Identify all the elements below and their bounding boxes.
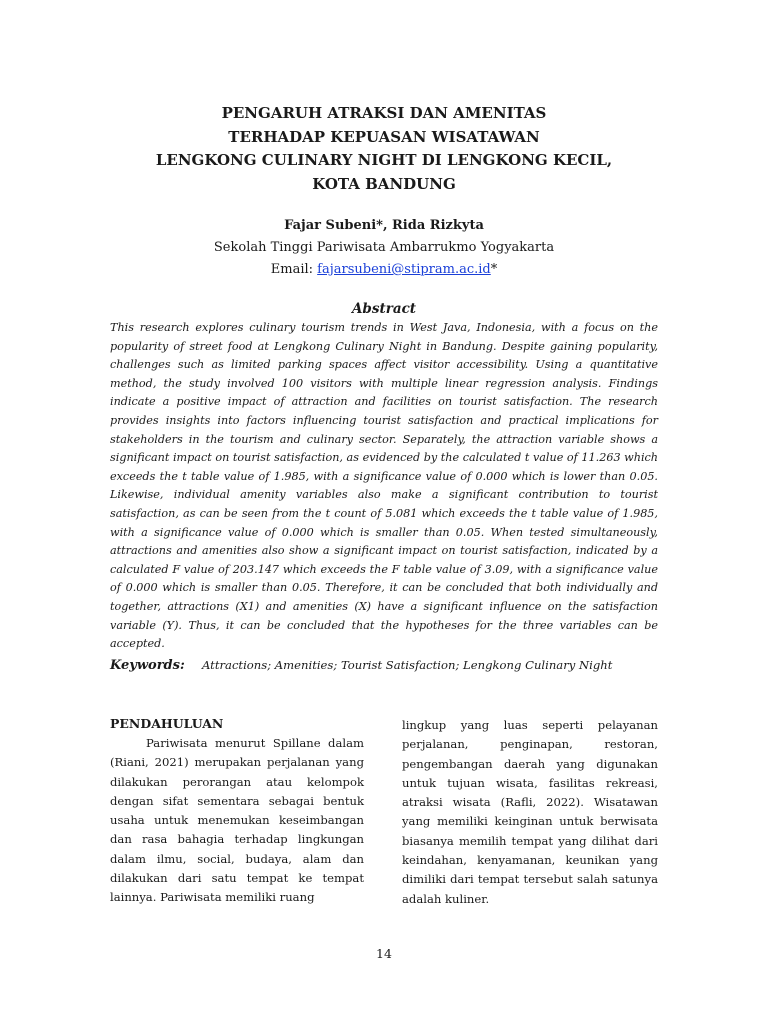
title-line-2: TERHADAP KEPUASAN WISATAWAN [228, 127, 540, 146]
right-column [402, 716, 658, 909]
email-suffix: * [490, 262, 498, 277]
keywords-text: Attractions; Amenities; Tourist Satisfaction; Lengkong Culinary Night [202, 658, 613, 672]
abstract-heading: Abstract [351, 301, 417, 317]
title-line-1: PENGARUH ATRAKSI DAN AMENITAS [221, 104, 547, 122]
title-line-4: KOTA BANDUNG [312, 174, 456, 193]
abstract-text: This research explores culinary tourism trends in West Java, Indonesia, with a focus on the popularity of street food at Lengkong Culinary Night in Bandung. Despite gaining popularity, challenges such as limited parking spaces affect visitor accessibility. Using a quantitative method, the study involved 100 visitors with multiple linear regression analysis. Findings indicate a positive impact of attraction and facilities on tourist satisfaction. The research provides insights into factors influencing tourist satisfaction and practical implications for stakeholders in the tourism and culinary sector. Separately, the attraction variable shows a significant impact on tourist satisfaction, as evidenced by the calculated t value of 11.263 which exceeds the t table value of 1.985, with a significance value of 0.000 which is lower than 0.05. Likewise, individual amenity variables also make a significant contribution to tourist satisfaction, as can be seen from the t count of 5.081 which exceeds the t table value of 1.985, with a significance value of 0.000 which is smaller than 0.05. When tested simultaneously, attractions and amenities also show a significant impact on tourist satisfaction, indicated by a calculated F value of 203.147 which exceeds the F table value of 3.09, with a significance value of 0.000 which is smaller than 0.05. Therefore, it can be concluded that both individually and together, attractions (X1) and amenities (X) have a significant influence on the satisfaction variable (Y). Thus, it can be concluded that the hypotheses for the three variables can be accepted. [110, 321, 658, 651]
email-line [60, 260, 708, 280]
keywords-line [110, 655, 670, 676]
page-number: 14 [376, 946, 392, 961]
email-label: Email: [270, 262, 318, 277]
email-link[interactable]: fajarsubeni@stipram.ac.id [317, 262, 491, 277]
affiliation: Sekolah Tinggi Pariwisata Ambarrukmo Yogyakarta [213, 240, 555, 255]
paper-title [60, 102, 708, 196]
keywords-label: Keywords: [110, 658, 185, 673]
intro-paragraph-right: lingkup yang luas seperti pelayanan perjalanan, penginapan, restoran, pengembangan daerah yang digunakan untuk tujuan wisata, fasilitas rekreasi, atraksi wisata (Rafli, 2022). Wisatawan yang memiliki keinginan untuk berwisata biasanya memilih tempat yang dilihat dari keindahan, kenyamanan, keunikan yang dimiliki dari tempat tersebut salah satunya adalah kuliner. [402, 718, 658, 906]
intro-paragraph-left: Pariwisata menurut Spillane dalam (Riani, 2021) merupakan perjalanan yang dilakukan perorangan atau kelompok dengan sifat sementara sebagai bentuk usaha untuk menemukan keseimbangan dan rasa bahagia terhadap lingkungan dalam ilmu, social, budaya, alam dan dilakukan dari satu tempat ke tempat lainnya. Pariwisata memiliki ruang [110, 736, 364, 905]
left-column [110, 714, 364, 908]
section-heading-pendahuluan: PENDAHULUAN [110, 716, 224, 731]
author-list: Fajar Subeni*, Rida Rizkyta [284, 218, 484, 233]
title-line-3: LENGKONG CULINARY NIGHT DI LENGKONG KECIL, [155, 151, 613, 169]
